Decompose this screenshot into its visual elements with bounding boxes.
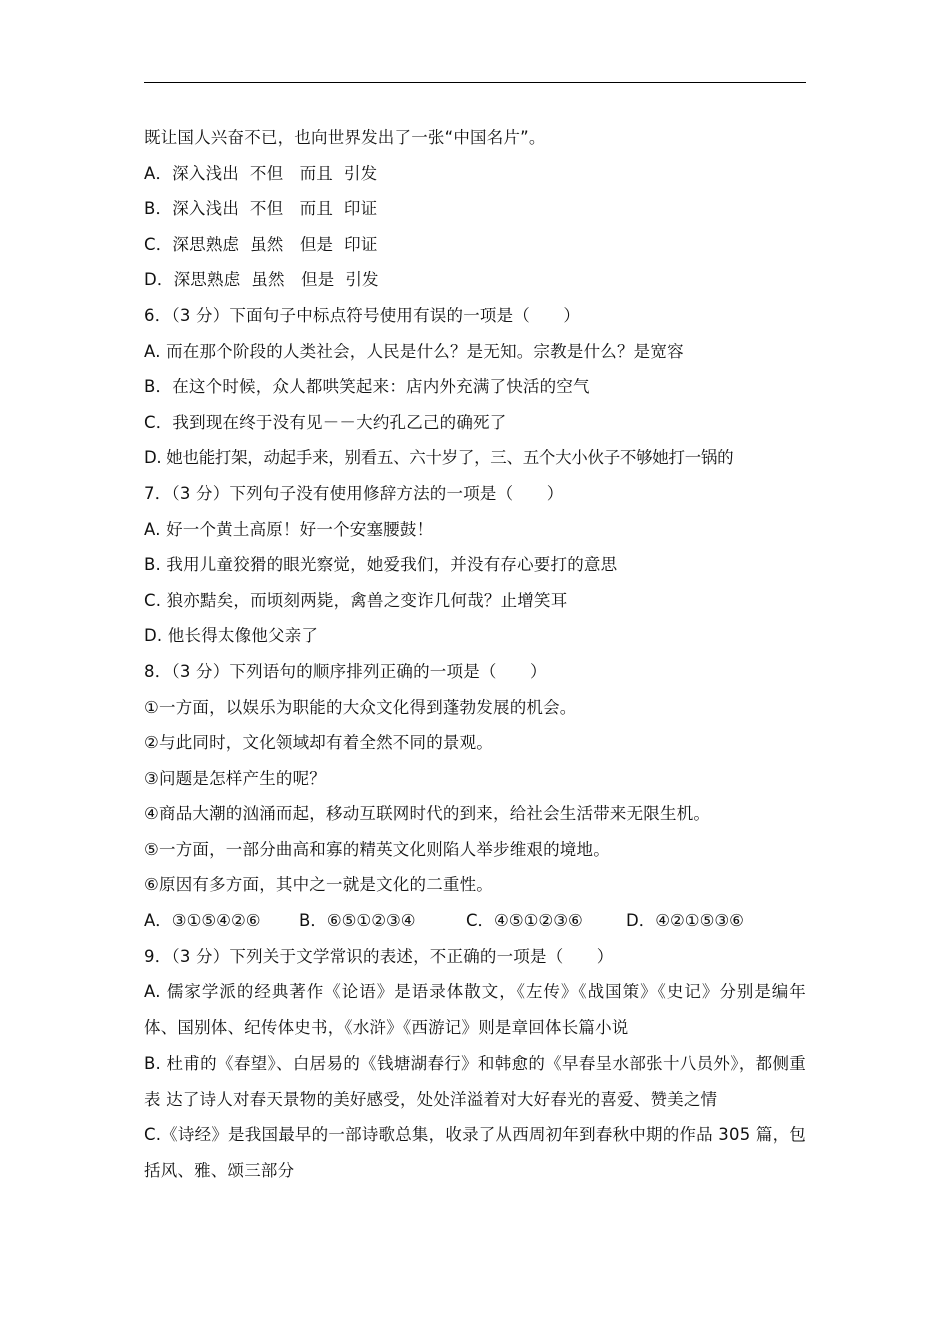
q8-sentence-4: ④商品大潮的汹涌而起，移动互联网时代的到来，给社会生活带来无限生机。	[144, 804, 711, 824]
document-body	[144, 120, 814, 1189]
q5-option-b: B．深入浅出 不但 而且 印证	[144, 199, 378, 219]
q5-stem-tail: 既让国人兴奋不已，也向世界发出了一张“中国名片”。	[144, 128, 546, 147]
q6-option-d: D. 她也能打架，动起手来，别看五、六十岁了，三、五个大小伙子不够她打一锅的	[144, 448, 734, 468]
q8-option-b: B．⑥⑤①②③④	[299, 911, 416, 931]
q9-option-b: B. 杜甫的《春望》、白居易的《钱塘湖春行》和韩愈的《早春呈水部张十八员外》，都侧重表 达了诗人对春天景物的美好感受，处处洋溢着对大好春光的喜爱、赞美之情	[144, 1053, 806, 1109]
q6-option-a: A. 而在那个阶段的人类社会，人民是什么？是无知。宗教是什么？是宽容	[144, 341, 684, 361]
q6-stem: 6．（3 分）下面句子中标点符号使用有误的一项是（ ）	[144, 305, 581, 325]
q9-stem: 9．（3 分）下列关于文学常识的表述，不正确的一项是（ ）	[144, 946, 614, 966]
q8-option-a: A．③①⑤④②⑥	[144, 911, 261, 931]
q5-option-a: A．深入浅出 不但 而且 引发	[144, 163, 378, 183]
q8-sentence-5: ⑤一方面，一部分曲高和寡的精英文化则陷人举步维艰的境地。	[144, 839, 610, 859]
q8-sentence-1: ①一方面，以娱乐为职能的大众文化得到蓬勃发展的机会。	[144, 697, 577, 717]
q7-option-d: D. 他长得太像他父亲了	[144, 626, 319, 646]
q8-options	[144, 903, 814, 939]
q8-option-c: C．④⑤①②③⑥	[466, 911, 583, 931]
q7-option-b: B. 我用儿童狡猾的眼光察觉，她爱我们，并没有存心要打的意思	[144, 555, 618, 575]
q8-sentence-2: ②与此同时，文化领域却有着全然不同的景观。	[144, 733, 493, 753]
q8-option-d: D．④②①⑤③⑥	[626, 911, 744, 931]
q5-option-c: C．深思熟虑 虽然 但是 印证	[144, 234, 378, 254]
q6-option-b: B．在这个时候，众人都哄笑起来：店内外充满了快活的空气	[144, 377, 590, 397]
q7-option-a: A. 好一个黄土高原！好一个安塞腰鼓！	[144, 519, 434, 539]
q9-option-a: A. 儒家学派的经典著作《论语》是语录体散文，《左传》《战国策》《史记》分别是编年体、国别体、纪传体史书，《水浒》《西游记》则是章回体长篇小说	[144, 982, 806, 1038]
q7-option-c: C. 狼亦黠矣，而顷刻两毙，禽兽之变诈几何哉？止增笑耳	[144, 590, 568, 610]
q9-option-c: C.《诗经》是我国最早的一部诗歌总集，收录了从西周初年到春秋中期的作品 305 篇，包括风、雅、颂三部分	[144, 1125, 806, 1181]
q5-option-d: D．深思熟虑 虽然 但是 引发	[144, 270, 379, 290]
q6-option-c: C．我到现在终于没有见－－大约孔乙己的确死了	[144, 412, 507, 432]
q8-stem: 8．（3 分）下列语句的顺序排列正确的一项是（ ）	[144, 661, 547, 681]
q8-sentence-6: ⑥原因有多方面，其中之一就是文化的二重性。	[144, 875, 493, 895]
header-rule	[144, 82, 806, 83]
q8-sentence-3: ③问题是怎样产生的呢？	[144, 768, 326, 788]
q7-stem: 7．（3 分）下列句子没有使用修辞方法的一项是（ ）	[144, 483, 564, 503]
